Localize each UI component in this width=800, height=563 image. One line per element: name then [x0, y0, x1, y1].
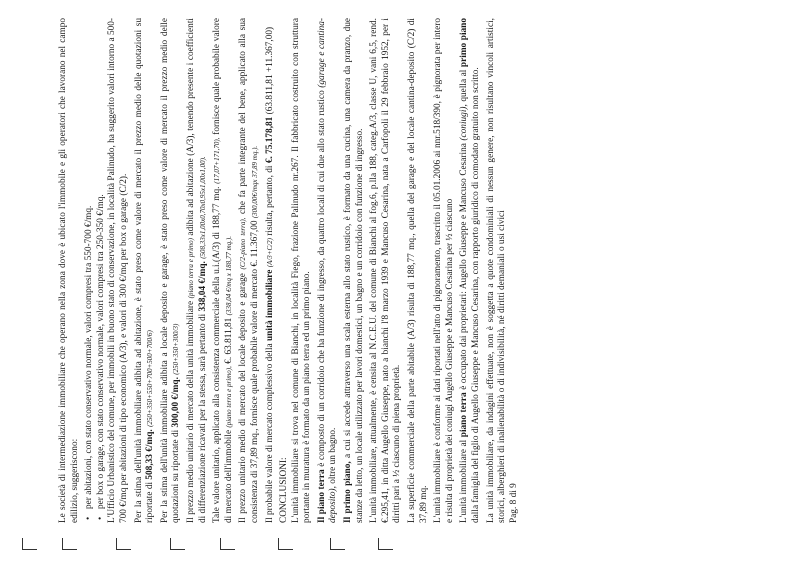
binding-mark [278, 538, 293, 550]
paragraph-prezzo-deposito: Il prezzo unitario medio di mercato del locale deposito e garage (C/2-piano terra), che fa parte integrante del bene, applicato alla sua consistenza di 37,89 mq., fornisce quale probabile valore di mercato €. 11.367,00 (300,00€/mqx 37,89 mq.). [238, 18, 260, 523]
paragraph-primo-piano: Il primo piano, a cui si accede attraverso una scala esterna allo stato rustico, è formato da una cucina, una camera da pranzo, due stanze da letto, un locale utilizzato per lavori domestici, un bagno e un corridoio con funzione di ingresso. [343, 18, 365, 523]
paragraph-censimento: L'unità immobiliare, attualmente, è censita al N.C.E.U. del comune di Bianchi al fog.6, p.lla 188, categ.A/3, classe U, vani 6,5, rend. €.295,41, in ditta Augello Giuseppe, nato a bianchi l'8 marzo 1939 e Mancuso Cesarina, nata a Carfopoli il 29 febbraio 1952, per i diritti pari a ½ ciascuno di piena proprietà. [369, 18, 403, 523]
page-number: Pag. 8 di 9 [508, 483, 519, 523]
binding-mark [378, 538, 393, 550]
paragraph-stima-deposito: Per la stima dell'unità immobiliare adibita a locale deposito e garage, è stato preso come valore di mercato il prezzo medio delle quotazioni su riportate di 300,00 €/mq. (250+350+300/3) [159, 18, 182, 523]
binding-mark [170, 538, 185, 550]
paragraph-ufficio-urbanistico: L'Ufficio Urbanistico del comune, per immobili in buono stato di conservazione, in località Palinudo, ha suggerito valori intorno a 500-700 €/mq per abitazioni di tipo economico (A/3), e valori di 300 €/mq per box o garage (C/2). [107, 18, 129, 523]
conclusioni-heading: CONCLUSIONI: [279, 457, 290, 523]
binding-mark [330, 538, 345, 550]
paragraph-pignoramento: L'unità immobiliare è conforme ai dati riportati nell'atto di pignoramento, trascritto il 05.01.2006 ai nnr.518/390, è pignorata per intero e risulta di proprietà dei coniugi Augello Giuseppe e Mancuso Cesarina per ½ ciascuno [433, 18, 455, 523]
paragraph-intro: Le società di intermediazione immobiliare che operano nella zona dove è ubicato l'immobile e gli operatori che lavorano nel campo edilizio, suggeriscono: [58, 18, 80, 523]
document-body [58, 18, 523, 523]
binding-mark [22, 538, 37, 550]
paragraph-conclusioni: L'unità immobiliare si trova nel comune di Bianchi, in località Fiego, frazione Palinudo nr.267. Il fabbricato costruito con struttura portante in muratura è formato da un piano terra ed un primo piano. [290, 18, 313, 523]
binding-mark [62, 538, 77, 550]
paragraph-valore-complessivo: Il probabile valore di mercato complessivo della unità immobiliare (A/3+C/2) risulta, pertanto, di €. 75.178,81 (63.811,81 +11.367,00) [264, 26, 275, 523]
paragraph-occupazione: L'unità immobiliare al piano terra è occupato dai proprietari: Augello Giuseppe e Mancuso Cesarina (coniugi), quella al primo piano dalla famiglia del figlio di Augello Giuseppe e Mancuso Cesarina, con rapporto giuridico di comodato gratuito non scritto. [459, 18, 481, 523]
paragraph-superficie: La superficie commerciale della parte abitabile (A/3) risulta di 188,77 mq., quella del garage e del locale cantina-deposito (C/2) di 37,89 mq. [407, 18, 429, 523]
paragraph-stima-abitazione: Per la stima dell'unità immobiliare adibita ad abitazione, è stato preso come valore di mercato il prezzo medio delle quotazioni su riportate di 508,33 €/mq. (250+350+550+700+500+700/6) [133, 18, 156, 523]
list-item-box-garage: • per box o garage, con stato conservativo normale, valori compresi tra 250-350 €/mq. [96, 18, 108, 523]
binding-mark [116, 538, 131, 550]
paragraph-vincoli: La unità immobiliare, da indagini effettuate, non è soggetta a quote condominiali di nessun genere, non risultano vincoli artistici, storici, alberghieri di inalienabilità o di indivisibilità, né diritti demaniali o usi civici [485, 18, 508, 523]
paragraph-prezzo-medio: Il prezzo medio unitario di mercato della unità immobiliare (piano terra e primo) adibita ad abitazione (A/3), tenendo presente i coefficienti di differenziazione ricavati per la stessa, sarà pertanto di 338,04 €/mq. (508,33x1,00x0,70x0,95x1,00x1,00). [185, 18, 208, 523]
binding-mark [220, 538, 235, 550]
list-item-abitazioni: • per abitazioni, con stato conservativo normale, valori compresi tra 550-700 €/mq. [84, 18, 96, 523]
paragraph-valore-unitario: Tale valore unitario, applicato alla consistenza commerciale della u.i.(A/3) di 188,77 mq. (17,07+171,70), fornisce quale probabile valore di mercato dell'immobile (piano terra e primo), €. 63.811,81 (338,04 €/mq x 188,77 mq.). [212, 17, 234, 523]
paragraph-piano-terra: Il piano terra è composto di un corridoio che ha funzione di ingresso, da quattro locali di cui due allo stato rustico (garage e cantina-deposito), oltre un bagno. [316, 18, 339, 523]
